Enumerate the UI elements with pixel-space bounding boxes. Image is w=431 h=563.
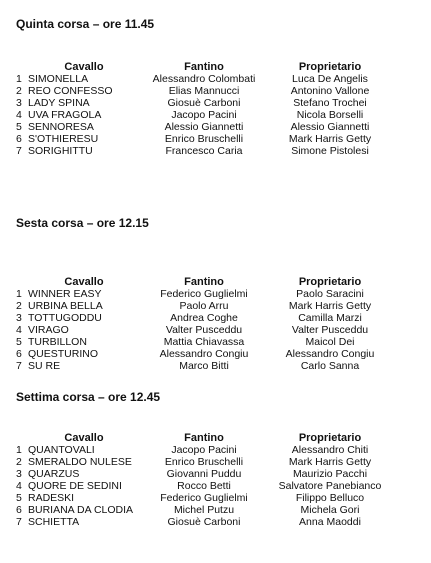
table-row xyxy=(14,504,394,516)
owner-name: Carlo Sanna xyxy=(300,360,360,372)
horse-name: SMERALDO NULESE xyxy=(28,456,132,468)
jockey-name: Andrea Coghe xyxy=(170,312,238,324)
jockey-name: Giosuè Carboni xyxy=(167,516,241,528)
jockey-name: Mattia Chiavassa xyxy=(163,336,245,348)
owner-header: Proprietario xyxy=(298,431,362,444)
horse-name: QUARZUS xyxy=(28,468,80,480)
runner-number: 2 xyxy=(16,456,22,468)
runner-number: 1 xyxy=(16,73,22,85)
runner-number: 5 xyxy=(16,336,22,348)
runner-number: 6 xyxy=(16,504,22,516)
race-title: Sesta corsa – ore 12.15 xyxy=(16,216,149,230)
owner-name: Antonino Vallone xyxy=(290,85,370,97)
jockey-name: Elias Mannucci xyxy=(168,85,240,97)
owner-name: Alessandro Congiu xyxy=(285,348,375,360)
owner-name: Camilla Marzi xyxy=(298,312,362,324)
runner-number: 3 xyxy=(16,468,22,480)
jockey-header: Fantino xyxy=(184,60,224,73)
jockey-name: Alessandro Colombati xyxy=(152,73,256,85)
table-row xyxy=(14,109,394,121)
runner-number: 6 xyxy=(16,133,22,145)
horse-name: QUANTOVALI xyxy=(28,444,95,456)
runner-number: 2 xyxy=(16,85,22,97)
number-header xyxy=(14,431,26,444)
table-row xyxy=(14,456,394,468)
jockey-name: Marco Bitti xyxy=(179,360,229,372)
owner-header: Proprietario xyxy=(298,60,362,73)
runner-number: 4 xyxy=(16,480,22,492)
runner-number: 1 xyxy=(16,444,22,456)
table-header-row xyxy=(14,431,394,444)
jockey-name: Federico Guglielmi xyxy=(160,288,248,300)
runners-table xyxy=(14,60,394,157)
table-row xyxy=(14,85,394,97)
owner-name: Nicola Borselli xyxy=(296,109,364,121)
runner-number: 7 xyxy=(16,516,22,528)
jockey-name: Jacopo Pacini xyxy=(171,109,237,121)
runner-number: 5 xyxy=(16,492,22,504)
table-row xyxy=(14,73,394,85)
jockey-name: Giosuè Carboni xyxy=(167,97,241,109)
number-header xyxy=(14,275,26,288)
owner-name: Mark Harris Getty xyxy=(288,456,372,468)
horse-name: REO CONFESSO xyxy=(28,85,113,97)
horse-name: URBINA BELLA xyxy=(28,300,103,312)
jockey-name: Michel Putzu xyxy=(173,504,235,516)
horse-name: TURBILLON xyxy=(28,336,87,348)
table-row xyxy=(14,312,394,324)
horse-header: Cavallo xyxy=(64,60,104,73)
owner-name: Maurizio Pacchi xyxy=(292,468,368,480)
jockey-name: Jacopo Pacini xyxy=(171,444,237,456)
horse-name: QUORE DE SEDINI xyxy=(28,480,122,492)
jockey-name: Paolo Arru xyxy=(179,300,229,312)
table-row xyxy=(14,97,394,109)
table-row xyxy=(14,516,394,528)
race-title: Quinta corsa – ore 11.45 xyxy=(16,17,155,31)
horse-name: S'OTHIERESU xyxy=(28,133,99,145)
horse-name: LADY SPINA xyxy=(28,97,90,109)
horse-header: Cavallo xyxy=(64,275,104,288)
owner-name: Luca De Angelis xyxy=(292,73,368,85)
horse-name: RADESKI xyxy=(28,492,75,504)
race-title: Settima corsa – ore 12.45 xyxy=(16,390,161,404)
table-row xyxy=(14,444,394,456)
jockey-name: Alessio Giannetti xyxy=(164,121,244,133)
table-row xyxy=(14,336,394,348)
horse-name: BURIANA DA CLODIA xyxy=(28,504,134,516)
table-row xyxy=(14,121,394,133)
horse-name: SCHIETTA xyxy=(28,516,80,528)
runner-number: 4 xyxy=(16,109,22,121)
horse-name: SORIGHITTU xyxy=(28,145,93,157)
owner-name: Mark Harris Getty xyxy=(288,133,372,145)
runner-number: 1 xyxy=(16,288,22,300)
runner-number: 5 xyxy=(16,121,22,133)
jockey-header: Fantino xyxy=(184,431,224,444)
owner-name: Paolo Saracini xyxy=(296,288,364,300)
horse-header: Cavallo xyxy=(64,431,104,444)
jockey-name: Federico Guglielmi xyxy=(160,492,248,504)
table-row xyxy=(14,348,394,360)
table-row xyxy=(14,288,394,300)
owner-name: Valter Pusceddu xyxy=(291,324,369,336)
owner-name: Anna Maoddi xyxy=(299,516,361,528)
owner-name: Simone Pistolesi xyxy=(291,145,369,157)
horse-name: WINNER EASY xyxy=(28,288,102,300)
runner-number: 3 xyxy=(16,97,22,109)
owner-name: Alessandro Chiti xyxy=(291,444,369,456)
owner-name: Maicol Dei xyxy=(305,336,355,348)
jockey-name: Francesco Caria xyxy=(165,145,243,157)
table-header-row xyxy=(14,275,394,288)
jockey-name: Enrico Bruschelli xyxy=(164,456,244,468)
table-row xyxy=(14,468,394,480)
horse-name: SIMONELLA xyxy=(28,73,89,85)
owner-name: Alessio Giannetti xyxy=(290,121,370,133)
table-row xyxy=(14,360,394,372)
horse-name: TOTTUGODDU xyxy=(28,312,102,324)
horse-name: UVA FRAGOLA xyxy=(28,109,102,121)
jockey-name: Valter Pusceddu xyxy=(165,324,243,336)
table-row xyxy=(14,324,394,336)
table-row xyxy=(14,492,394,504)
runner-number: 7 xyxy=(16,145,22,157)
jockey-name: Rocco Betti xyxy=(177,480,231,492)
owner-header: Proprietario xyxy=(298,275,362,288)
horse-name: QUESTURINO xyxy=(28,348,99,360)
owner-name: Michela Gori xyxy=(300,504,360,516)
owner-name: Filippo Belluco xyxy=(295,492,365,504)
runners-table xyxy=(14,431,394,528)
jockey-name: Giovanni Puddu xyxy=(166,468,242,480)
runner-number: 4 xyxy=(16,324,22,336)
horse-name: SU RE xyxy=(28,360,61,372)
runners-table xyxy=(14,275,394,372)
owner-name: Stefano Trochei xyxy=(293,97,367,109)
runner-number: 2 xyxy=(16,300,22,312)
jockey-name: Enrico Bruschelli xyxy=(164,133,244,145)
number-header xyxy=(14,60,26,73)
owner-name: Salvatore Panebianco xyxy=(278,480,382,492)
table-header-row xyxy=(14,60,394,73)
owner-name: Mark Harris Getty xyxy=(288,300,372,312)
table-row xyxy=(14,480,394,492)
horse-name: VIRAGO xyxy=(28,324,69,336)
runner-number: 7 xyxy=(16,360,22,372)
table-row xyxy=(14,300,394,312)
runner-number: 6 xyxy=(16,348,22,360)
jockey-name: Alessandro Congiu xyxy=(159,348,249,360)
horse-name: SENNORESA xyxy=(28,121,94,133)
runner-number: 3 xyxy=(16,312,22,324)
table-row xyxy=(14,133,394,145)
jockey-header: Fantino xyxy=(184,275,224,288)
table-row xyxy=(14,145,394,157)
